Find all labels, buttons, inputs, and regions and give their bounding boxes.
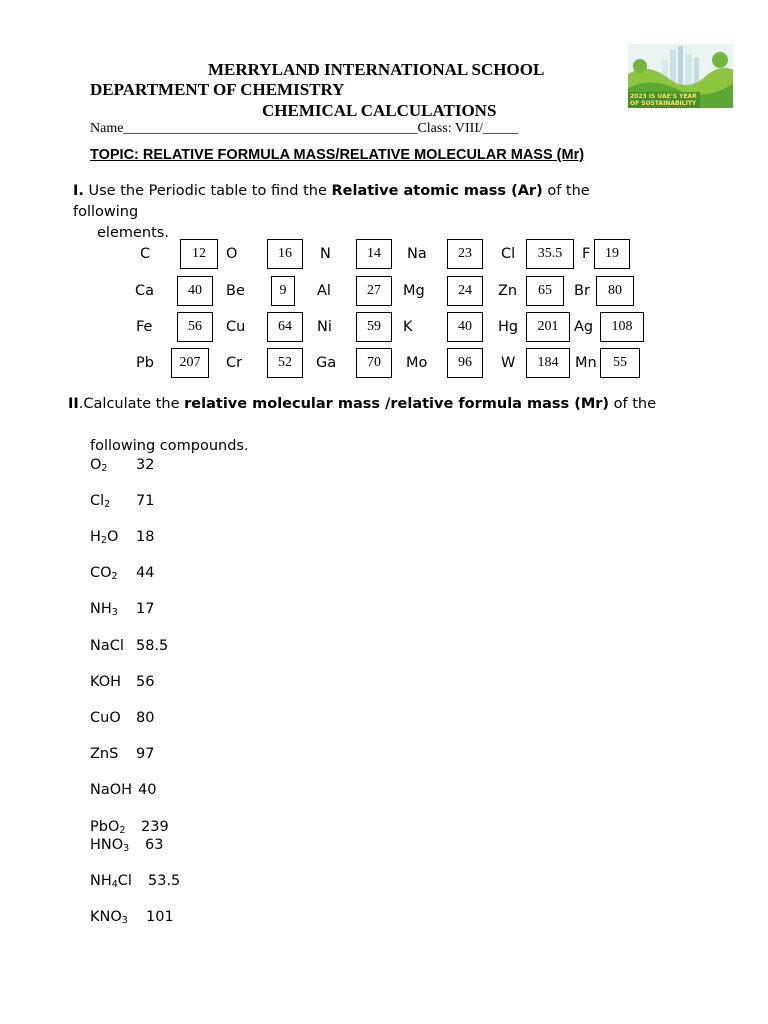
compound-mr-value[interactable]: 71 <box>136 493 155 509</box>
atomic-mass-box-al[interactable]: 27 <box>356 276 392 306</box>
compound-item <box>90 837 129 854</box>
compound-item <box>90 819 125 836</box>
atomic-mass-box-be[interactable]: 9 <box>271 276 295 306</box>
element-symbol-fe: Fe <box>136 319 153 335</box>
element-symbol-mo: Mo <box>406 355 428 371</box>
atomic-mass-box-hg[interactable]: 201 <box>526 312 570 342</box>
atomic-mass-box-n[interactable]: 14 <box>356 239 392 269</box>
compound-item <box>90 601 118 618</box>
element-symbol-hg: Hg <box>498 319 519 335</box>
compound-item <box>90 746 118 762</box>
compound-mr-value[interactable]: 17 <box>136 601 155 617</box>
element-symbol-mg: Mg <box>403 283 425 299</box>
compound-item <box>90 710 121 726</box>
compound-formula: ZnS <box>90 746 119 762</box>
compound-formula: CuO <box>90 710 121 726</box>
logo-text: 2023 IS UAE'S YEAR OF SUSTAINABILITY <box>630 93 697 107</box>
compound-mr-value[interactable]: 44 <box>136 565 155 581</box>
element-symbol-cr: Cr <box>226 355 243 371</box>
element-symbol-al: Al <box>317 283 331 299</box>
section-2-instructions: II.Calculate the relative molecular mass /relative formula mass (Mr) of the <box>68 396 657 412</box>
element-symbol-br: Br <box>574 283 590 299</box>
atomic-mass-box-cl[interactable]: 35.5 <box>526 239 574 269</box>
atomic-mass-box-w[interactable]: 184 <box>526 348 570 378</box>
atomic-mass-box-na[interactable]: 23 <box>447 239 483 269</box>
atomic-mass-box-k[interactable]: 40 <box>447 312 483 342</box>
compound-item <box>90 909 128 926</box>
element-symbol-na: Na <box>407 246 427 262</box>
element-symbol-c: C <box>140 246 151 262</box>
atomic-mass-box-c[interactable]: 12 <box>180 239 218 269</box>
element-symbol-ca: Ca <box>135 283 155 299</box>
compound-formula: PbO$_2$ <box>90 819 126 836</box>
compound-mr-value[interactable]: 58.5 <box>136 638 169 654</box>
compound-formula: $O_2$ <box>90 457 108 474</box>
department-name: DEPARTMENT OF CHEMISTRY <box>90 80 345 99</box>
compound-item <box>90 565 118 582</box>
element-symbol-pb: Pb <box>136 355 154 371</box>
atomic-mass-box-mg[interactable]: 24 <box>447 276 483 306</box>
compound-item <box>90 457 107 474</box>
atomic-mass-box-mo[interactable]: 96 <box>447 348 483 378</box>
compound-mr-value[interactable]: 18 <box>136 529 155 545</box>
compound-formula: $NH_3$ <box>90 601 118 618</box>
compound-item <box>90 529 118 546</box>
section-1-number: I. <box>73 183 84 199</box>
element-symbol-w: W <box>501 355 516 371</box>
section-2-bold: relative molecular mass /relative formula mass (Mr) <box>184 396 610 412</box>
atomic-mass-box-ag[interactable]: 108 <box>600 312 644 342</box>
element-symbol-n: N <box>320 246 331 262</box>
compound-formula: $HNO_3$ <box>90 837 130 854</box>
element-symbol-cu: Cu <box>226 319 246 335</box>
section-1-instructions: I. Use the Periodic table to find the Relative atomic mass (Ar) of the following <box>73 183 590 220</box>
compound-item <box>90 782 132 798</box>
compound-formula: $Cl_2$ <box>90 493 111 510</box>
atomic-mass-box-ga[interactable]: 70 <box>356 348 392 378</box>
compound-mr-value[interactable]: 40 <box>138 782 157 798</box>
compound-mr-value[interactable]: 56 <box>136 674 155 690</box>
section-1-elements-word: elements. <box>97 225 169 241</box>
compound-formula: $CO_2$ <box>90 565 118 582</box>
compound-mr-value[interactable]: 53.5 <box>148 873 181 889</box>
atomic-mass-box-mn[interactable]: 55 <box>600 348 640 378</box>
school-name: MERRYLAND INTERNATIONAL SCHOOL <box>208 60 545 79</box>
compound-formula: NaOH <box>90 782 133 798</box>
compound-item <box>90 873 132 890</box>
atomic-mass-box-f[interactable]: 19 <box>594 239 630 269</box>
worksheet-title: CHEMICAL CALCULATIONS <box>262 101 497 120</box>
compound-item <box>90 638 124 654</box>
compound-formula: $KNO_3$ <box>90 909 128 926</box>
element-symbol-ag: Ag <box>574 319 594 335</box>
atomic-mass-box-zn[interactable]: 65 <box>526 276 564 306</box>
compound-formula: $H_2O$ <box>90 529 119 546</box>
sustainability-logo <box>628 44 733 108</box>
element-symbol-zn: Zn <box>498 283 518 299</box>
compound-mr-value[interactable]: 101 <box>146 909 174 925</box>
atomic-mass-box-ca[interactable]: 40 <box>177 276 213 306</box>
element-symbol-ga: Ga <box>316 355 337 371</box>
compound-item <box>90 674 121 690</box>
compound-mr-value[interactable]: 97 <box>136 746 155 762</box>
compound-formula: KOH <box>90 674 122 690</box>
section-2-number: II <box>68 396 79 412</box>
compound-mr-value[interactable]: 63 <box>145 837 164 853</box>
element-symbol-o: O <box>226 246 238 262</box>
compound-item <box>90 493 110 510</box>
name-field <box>90 121 518 137</box>
atomic-mass-box-fe[interactable]: 56 <box>177 312 213 342</box>
name-label: Name__________________________________________ <box>90 121 418 136</box>
atomic-mass-box-pb[interactable]: 207 <box>171 348 209 378</box>
topic-heading: TOPIC: RELATIVE FORMULA MASS/RELATIVE MOLECULAR MASS (Mr) <box>90 147 585 163</box>
compound-mr-value[interactable]: 32 <box>136 457 155 473</box>
element-symbol-be: Be <box>226 283 245 299</box>
compound-formula: $NH_4Cl$ <box>90 873 132 890</box>
compound-mr-value[interactable]: 239 <box>141 819 169 835</box>
section-2-subtitle: following compounds. <box>90 438 249 454</box>
element-symbol-ni: Ni <box>317 319 332 335</box>
atomic-mass-box-cu[interactable]: 64 <box>267 312 303 342</box>
element-symbol-f: F <box>582 246 591 262</box>
atomic-mass-box-cr[interactable]: 52 <box>267 348 303 378</box>
atomic-mass-box-ni[interactable]: 59 <box>356 312 392 342</box>
compound-mr-value[interactable]: 80 <box>136 710 155 726</box>
compound-formula: NaCl <box>90 638 124 654</box>
class-label: Class: VIII/_____ <box>417 121 518 136</box>
element-symbol-mn: Mn <box>575 355 597 371</box>
element-symbol-k: K <box>403 319 413 335</box>
element-symbol-cl: Cl <box>501 246 516 262</box>
atomic-mass-box-o[interactable]: 16 <box>267 239 303 269</box>
atomic-mass-box-br[interactable]: 80 <box>596 276 634 306</box>
section-1-bold: Relative atomic mass (Ar) <box>331 183 543 199</box>
